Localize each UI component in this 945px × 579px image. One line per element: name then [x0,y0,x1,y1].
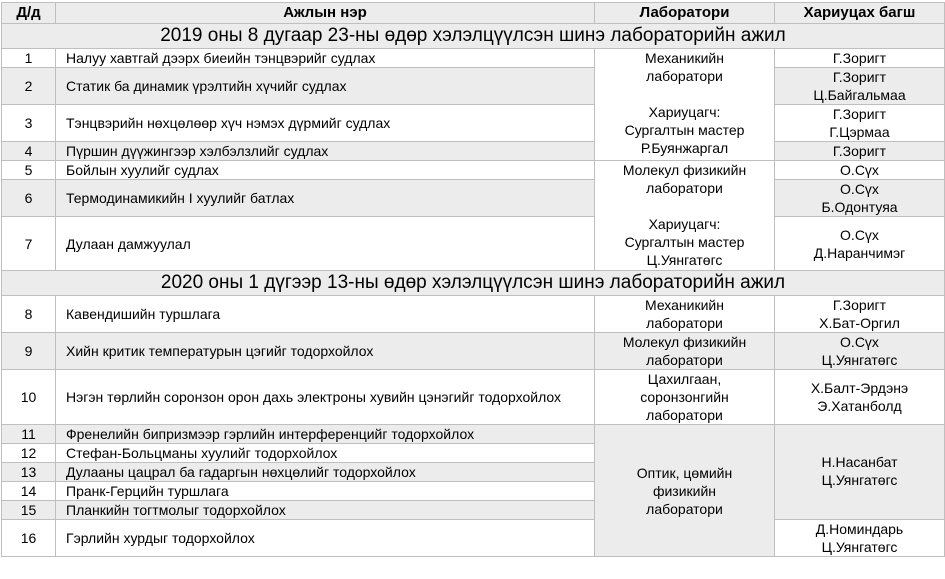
section-1-title: 2019 оны 8 дугаар 23-ны өдөр хэлэлцүүлсэн шинэ лабораторийн ажил [2,24,945,49]
row-num: 2 [2,68,56,105]
lab-line: лаборатори [646,352,723,368]
header-row [2,3,945,24]
teacher-name: О.Сүх [840,162,879,178]
row-num: 8 [2,296,56,333]
row-num: 15 [2,501,56,520]
row-num: 16 [2,520,56,557]
teacher-name: О.Сүх [840,334,879,350]
row-name: Термодинамикийн I хуулийг батлах [56,180,595,217]
row-num: 6 [2,180,56,217]
teacher-name: Д.Номиндарь [815,521,904,537]
teacher-name: Г.Зоригт [832,50,887,66]
lab-line: Механикийн [645,297,724,313]
lab-line: лаборатори [646,500,723,517]
row-name: Кавендишийн туршлага [56,296,595,333]
table-row [2,425,945,444]
row-name: Пранк-Герцийн туршлага [56,482,595,501]
table-row [2,296,945,333]
lab-line: Р.Буянжаргал [640,140,729,156]
teacher-name: Х.Балт-Эрдэнэ [810,380,909,396]
header-name: Ажлын нэр [56,3,595,24]
lab-line: лаборатори [646,407,723,423]
header-num: Д/д [2,3,56,24]
teacher-name: О.Сүх [840,181,879,197]
row-name: Пүршин дүүжингээр хэлбэлзлийг судлах [56,142,595,161]
row-name: Нэгэн төрлийн соронзон орон дахь электроны хувийн цэнэгийг тодорхойлох [56,370,595,425]
row-teacher [775,142,945,161]
row-name: Дулаан дамжуулал [56,217,595,271]
row-name: Хийн критик температурын цэгийг тодорхойлох [56,333,595,370]
row-num: 11 [2,425,56,444]
row-num: 3 [2,105,56,142]
row-name: Статик ба динамик үрэлтийн хүчийг судлах [56,68,595,105]
table-row [2,520,945,557]
row-teacher [775,49,945,68]
teacher-name: Г.Зоригт [832,69,887,85]
row-teacher [775,217,945,271]
row-num: 9 [2,333,56,370]
teacher-name: Ц.Байгальмаа [813,87,906,103]
row-num: 1 [2,49,56,68]
section-2-title: 2020 оны 1 дүгээр 13-ны өдөр хэлэлцүүлсэн шинэ лабораторийн ажил [2,271,945,296]
lab-cell-molecular [595,161,775,271]
table-row [2,142,945,161]
teacher-name: Б.Одонтуяа [821,199,898,215]
teacher-name: Ц.Уянгатөгс [821,539,898,555]
row-lab [595,296,775,333]
lab-line: Хариуцагч: [648,216,721,232]
teacher-name: Э.Хатанболд [817,398,902,414]
row-teacher [775,180,945,217]
lab-cell-mechanics [595,49,775,161]
row-lab [595,333,775,370]
lab-line: лаборатори [646,315,723,331]
row-num: 14 [2,482,56,501]
row-num: 5 [2,161,56,180]
table-row [2,217,945,271]
lab-line: Сургалтын мастер [624,234,745,250]
teacher-name: Г.Зоригт [832,297,887,313]
table-row [2,161,945,180]
lab-line: лаборатори [646,68,723,84]
lab-line: Механикийн [645,50,724,66]
table-row [2,370,945,425]
row-name: Гэрлийн хурдыг тодорхойлох [56,520,595,557]
lab-line: соронзонгийн [640,389,729,405]
teacher-name: Г.Зоригт [832,143,887,159]
row-teacher [775,520,945,557]
row-name: Дулааны цацрал ба гадаргын нөхцөлийг тодорхойлох [56,463,595,482]
lab-cell-optics [595,425,775,557]
table-row [2,333,945,370]
row-name: Стефан-Больцманы хуулийг тодорхойлох [56,444,595,463]
row-teacher [775,333,945,370]
lab-line: Ц.Уянгатөгс [646,252,723,268]
teacher-name: О.Сүх [840,226,879,243]
teacher-name: Х.Бат-Оргил [819,315,900,331]
lab-line: Оптик, цөмийн [636,464,733,481]
lab-line: Молекул физикийн [622,162,747,178]
teacher-name: Ц.Уянгатөгс [821,352,898,368]
teacher-name: Н.Насанбат [821,454,898,470]
row-name: Налуу хавтгай дээрх биеийн тэнцвэрийг судлах [56,49,595,68]
row-teacher [775,68,945,105]
table-row [2,180,945,217]
teacher-name: Г.Цэрмаа [829,124,890,140]
row-num: 13 [2,463,56,482]
teacher-name: Г.Зоригт [832,106,887,122]
lab-line: Молекул физикийн [622,334,747,350]
table-row [2,105,945,142]
row-name: Бойлын хуулийг судлах [56,161,595,180]
teacher-name: Д.Наранчимэг [813,244,906,261]
header-lab: Лаборатори [595,3,775,24]
row-teacher [775,161,945,180]
teacher-name: Ц.Уянгатөгс [821,472,898,488]
teacher-cell-optics [775,425,945,520]
row-num: 7 [2,217,56,271]
lab-work-table [1,2,945,557]
row-num: 4 [2,142,56,161]
lab-line: Сургалтын мастер [624,122,745,138]
row-num: 12 [2,444,56,463]
lab-line: лаборатори [646,180,723,196]
row-name: Френелийн бипризмээр гэрлийн интерференцийг тодорхойлох [56,425,595,444]
lab-line: Цахилгаан, [647,371,722,387]
row-teacher [775,105,945,142]
lab-line: физикийн [652,482,717,499]
section-title-row [2,24,945,49]
row-num: 10 [2,370,56,425]
row-lab [595,370,775,425]
row-teacher [775,296,945,333]
header-teacher: Хариуцах багш [775,3,945,24]
table-row [2,68,945,105]
row-name: Тэнцвэрийн нөхцөлөөр хүч нэмэх дүрмийг судлах [56,105,595,142]
section-title-row [2,271,945,296]
row-teacher [775,370,945,425]
row-name: Планкийн тогтмолыг тодорхойлох [56,501,595,520]
lab-line: Хариуцагч: [648,104,721,120]
table-row [2,49,945,68]
